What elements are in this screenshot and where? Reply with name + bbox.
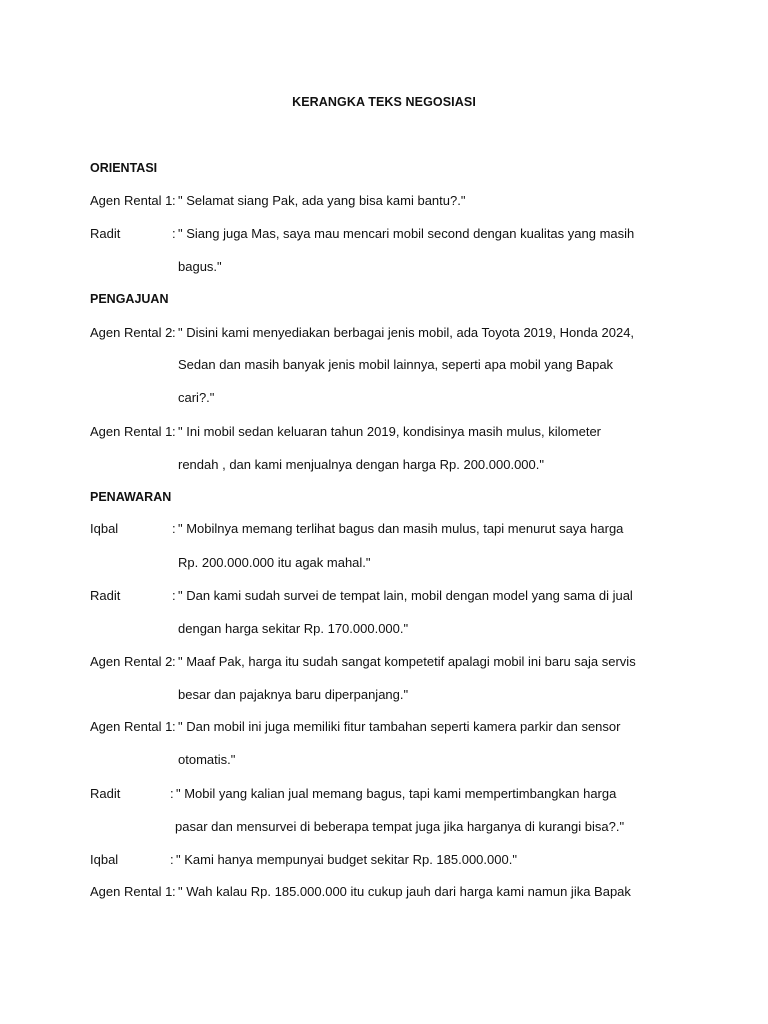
speaker-name: Agen Rental 1 <box>90 719 173 734</box>
speaker-name: Radit <box>90 786 121 801</box>
speaker-colon: : <box>172 193 176 208</box>
speaker-name: Agen Rental 2 <box>90 654 173 669</box>
dialogue-text: " Disini kami menyediakan berbagai jenis mobil, ada Toyota 2019, Honda 2024, <box>178 325 635 340</box>
dialogue-continuation: cari?." <box>178 390 215 405</box>
dialogue-text: " Siang juga Mas, saya mau mencari mobil second dengan kualitas yang masih <box>178 226 635 241</box>
speaker-name: Agen Rental 1 <box>90 193 173 208</box>
dialogue-continuation: bagus." <box>178 259 222 274</box>
dialogue-text: " Mobil yang kalian jual memang bagus, tapi kami mempertimbangkan harga <box>176 786 617 801</box>
document-title: KERANGKA TEKS NEGOSIASI <box>292 95 476 109</box>
speaker-name: Iqbal <box>90 852 119 867</box>
speaker-colon: : <box>172 325 176 340</box>
dialogue-text: " Kami hanya mempunyai budget sekitar Rp. 185.000.000." <box>176 852 517 867</box>
speaker-colon: : <box>172 588 176 603</box>
dialogue-continuation: dengan harga sekitar Rp. 170.000.000." <box>178 621 409 636</box>
dialogue-text: " Ini mobil sedan keluaran tahun 2019, kondisinya masih mulus, kilometer <box>178 424 602 439</box>
dialogue-continuation: rendah , dan kami menjualnya dengan harga Rp. 200.000.000." <box>178 457 544 472</box>
dialogue-text: " Mobilnya memang terlihat bagus dan masih mulus, tapi menurut saya harga <box>178 521 624 536</box>
speaker-colon: : <box>172 719 176 734</box>
speaker-colon: : <box>170 786 174 801</box>
dialogue-text: " Maaf Pak, harga itu sudah sangat kompetetif apalagi mobil ini baru saja servis <box>178 654 636 669</box>
dialogue-continuation: besar dan pajaknya baru diperpanjang." <box>178 687 409 702</box>
speaker-colon: : <box>170 852 174 867</box>
speaker-colon: : <box>172 654 176 669</box>
speaker-colon: : <box>172 884 176 899</box>
dialogue-continuation: otomatis." <box>178 752 236 767</box>
section-heading-pengajuan: PENGAJUAN <box>90 292 169 306</box>
dialogue-text: " Wah kalau Rp. 185.000.000 itu cukup jauh dari harga kami namun jika Bapak <box>178 884 631 899</box>
speaker-colon: : <box>172 424 176 439</box>
speaker-name: Agen Rental 1 <box>90 884 173 899</box>
speaker-name: Radit <box>90 588 121 603</box>
section-heading-orientasi: ORIENTASI <box>90 161 158 175</box>
speaker-name: Agen Rental 1 <box>90 424 173 439</box>
dialogue-continuation: pasar dan mensurvei di beberapa tempat juga jika harganya di kurangi bisa?." <box>175 819 625 834</box>
speaker-colon: : <box>172 521 176 536</box>
speaker-name: Agen Rental 2 <box>90 325 173 340</box>
speaker-name: Iqbal <box>90 521 119 536</box>
dialogue-continuation: Rp. 200.000.000 itu agak mahal." <box>178 555 371 570</box>
dialogue-text: " Dan kami sudah survei de tempat lain, mobil dengan model yang sama di jual <box>178 588 633 603</box>
speaker-name: Radit <box>90 226 121 241</box>
section-heading-penawaran: PENAWARAN <box>90 490 172 504</box>
speaker-colon: : <box>172 226 176 241</box>
dialogue-text: " Selamat siang Pak, ada yang bisa kami bantu?." <box>178 193 466 208</box>
dialogue-continuation: Sedan dan masih banyak jenis mobil lainnya, seperti apa mobil yang Bapak <box>178 357 614 372</box>
dialogue-text: " Dan mobil ini juga memiliki fitur tambahan seperti kamera parkir dan sensor <box>178 719 621 734</box>
